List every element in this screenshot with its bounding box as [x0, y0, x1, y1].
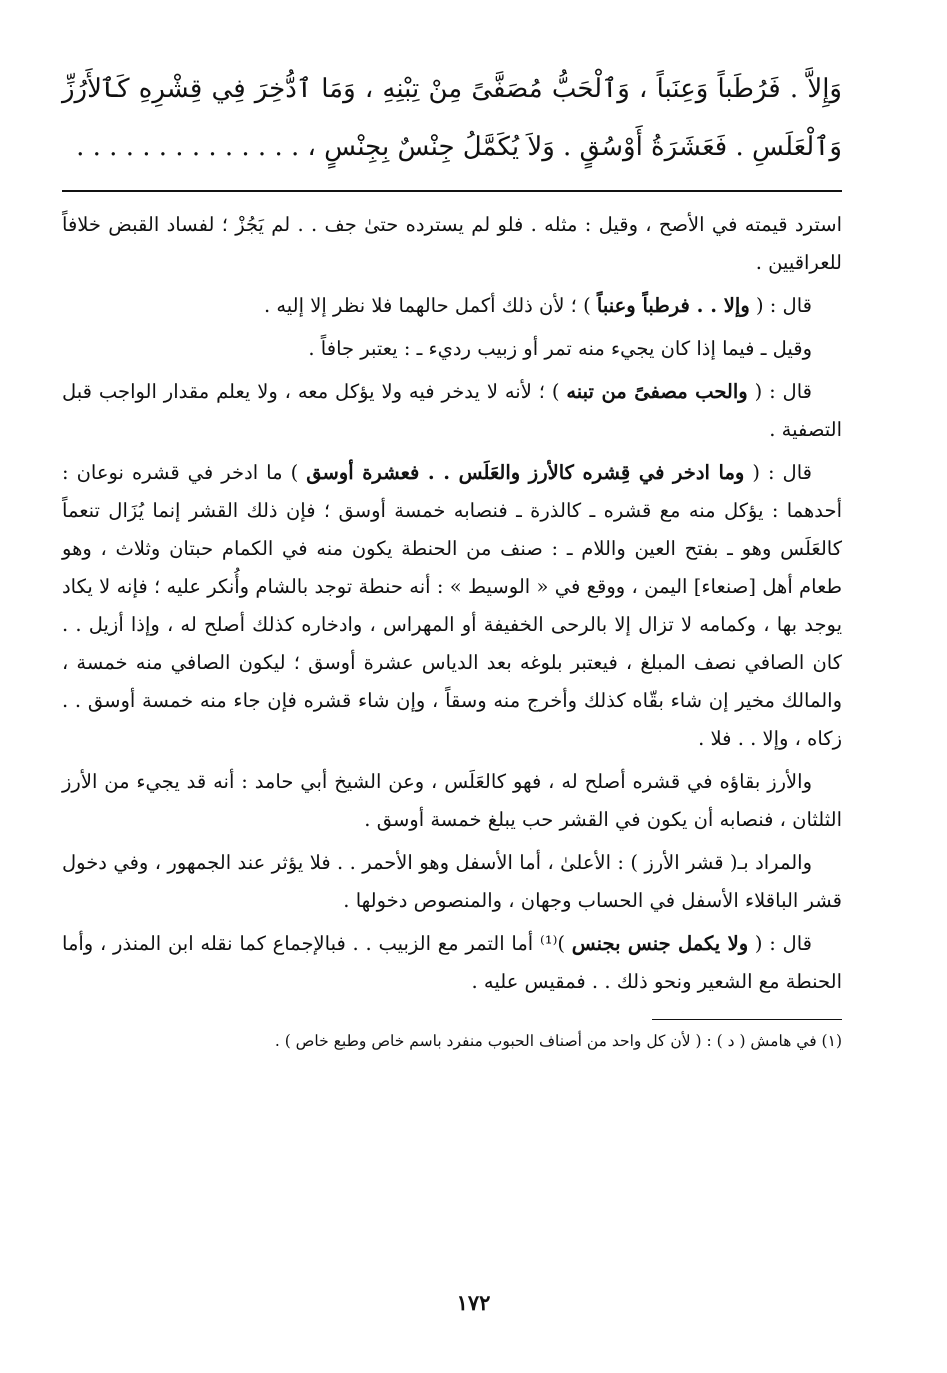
footnote: (١) في هامش ( د ) : ( لأن كل واحد من أصناف الحبوب منفرد باسم خاص وطبع خاص ) . [274, 1032, 842, 1050]
matn-text: وَإِلاَّ . فَرُطَباً وَعِنَباً ، وَٱلْحَبُّ مُصَفَّىً مِنْ تِبْنِهِ ، وَمَا ٱدُّخِرَ فِي قِشْرِهِ كَٱلأَرُزِّ وَٱلْعَلَسِ . فَعَشَرَةُ أَوْسُقٍ . وَلاَ يُكَمَّلُ جِنْسٌ بِجِنْسٍ ، . . . . . . . . . . . . . . [62, 74, 842, 162]
footnote-divider [652, 1019, 842, 1020]
commentary-text: قال : ( [747, 380, 812, 403]
commentary-paragraph [62, 206, 842, 282]
commentary-text: ) ما ادخر في قشره نوعان : أحدهما : يؤكل منه مع قشره ـ كالذرة ـ فنصابه خمسة أوسق ؛ فإن ذلك القشر إنما يُزَال تنعماً كالعَلَس وهو ـ بفتح العين واللام ـ : صنف من الحنطة يكون منه في الكمام حبتان وثلاث ، وهو طعام أهل [صنعاء] اليمن ، ووقع في « الوسيط » : أنه حنطة توجد بالشام وأُنكر عليه ؛ فإنه لا يكاد يوجد بها ، وكمامه لا تزال إلا بالرحى الخفيفة أو المهراس ، وادخاره كذلك أصلح له ، وإذا أزيل . . كان الصافي نصف المبلغ ، فيعتبر بلوغه بعد الدياس عشرة أوسق ؛ ليكون الصافي منه خمسة ، والمالك مخير إن شاء بقّاه كذلك وأخرج منه وسقاً ، وإن شاء قشره فإن جاء منه خمسة أوسق . . زكاه ، وإلا . . فلا . [62, 461, 842, 750]
commentary-paragraph [62, 373, 842, 449]
commentary-text: )⁽¹⁾ أما التمر مع الزبيب . . فبالإجماع كما نقله ابن المنذر ، وأما الحنطة مع الشعير ونحو ذلك . . فمقيس عليه . [62, 932, 842, 993]
commentary-section [62, 206, 842, 1001]
commentary-paragraph [62, 454, 842, 758]
quoted-matn: وما ادخر في قِشره كالأرز والعَلَس . . فعشرة أوسق [306, 461, 745, 484]
commentary-text: والأرز بقاؤه في قشره أصلح له ، فهو كالعَلَس ، وعن الشيخ أبي حامد : أنه قد يجيء من الأرز الثلثان ، فنصابه أن يكون في القشر حب يبلغ خمسة أوسق . [62, 770, 842, 831]
commentary-paragraph [62, 925, 842, 1001]
commentary-text: استرد قيمته في الأصح ، وقيل : مثله . فلو لم يسترده حتىٰ جف . . لم يَجُزْ ؛ لفساد القبض خلافاً للعراقيين . [62, 213, 842, 274]
commentary-text: وقيل ـ فيما إذا كان يجيء منه تمر أو زبيب رديء ـ : يعتبر جافاً . [308, 337, 812, 360]
commentary-text: والمراد بـ( قشر الأرز ) : الأعلىٰ ، أما الأسفل وهو الأحمر . . فلا يؤثر عند الجمهور ، وفي دخول قشر الباقلاء الأسفل في الحساب وجهان ، والمنصوص دخولها . [62, 851, 842, 912]
commentary-text: قال : ( [744, 461, 812, 484]
commentary-paragraph [62, 330, 842, 368]
commentary-paragraph [62, 763, 842, 839]
commentary-text: ) ؛ لأنه لا يدخر فيه ولا يؤكل معه ، ولا يعلم مقدار الواجب قبل التصفية . [62, 380, 842, 441]
commentary-paragraph [62, 287, 842, 325]
matn-divider [62, 190, 842, 192]
commentary-text: قال : ( [748, 932, 812, 955]
quoted-matn: وإلا . . فرطباً وعنباً [596, 294, 750, 317]
book-page [62, 60, 842, 1056]
commentary-text: ) ؛ لأن ذلك أكمل حالهما فلا نظر إلا إليه . [263, 294, 597, 317]
quoted-matn: والحب مصفىً من تبنه [566, 380, 748, 403]
quoted-matn: ولا يكمل جنس بجنس [571, 932, 749, 955]
commentary-text: قال : ( [749, 294, 812, 317]
page-number: ١٧٢ [456, 1290, 491, 1315]
commentary-paragraph [62, 844, 842, 920]
